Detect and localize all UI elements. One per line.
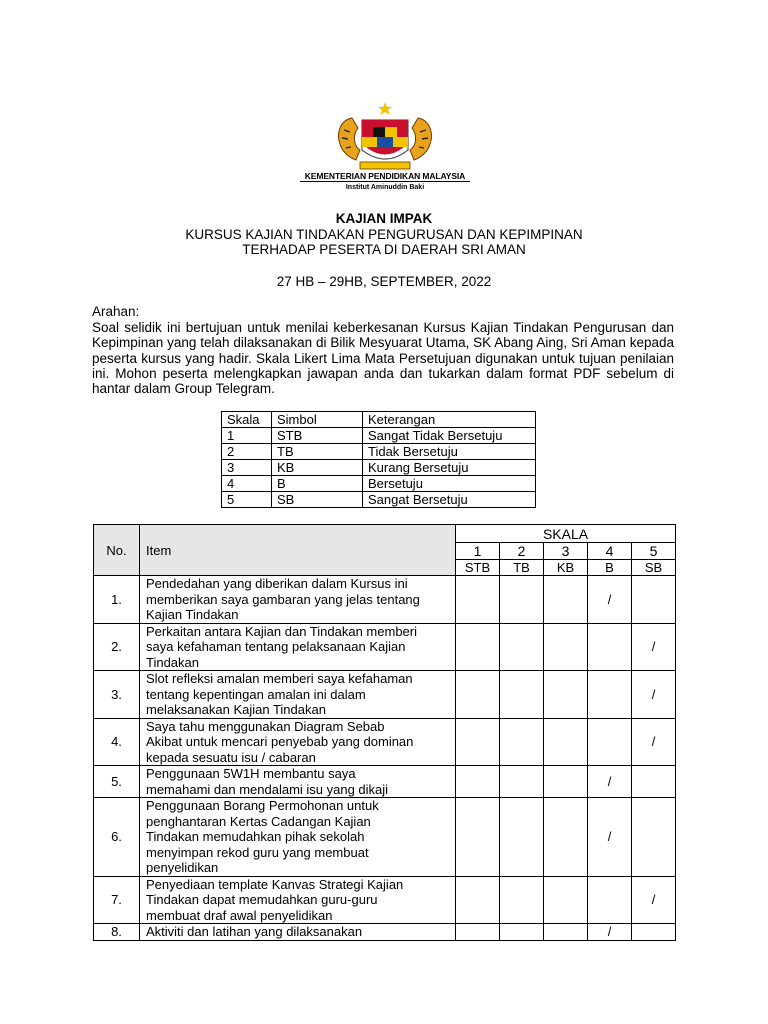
rating-cell-2[interactable]	[500, 924, 544, 941]
legend-description: Bersetuju	[363, 476, 536, 492]
rating-cell-1[interactable]	[456, 924, 500, 941]
survey-item-line: tentang kepentingan amalan ini dalam	[146, 686, 366, 702]
survey-table	[93, 524, 676, 941]
rating-mark: /	[651, 686, 656, 702]
instructions-text: Soal selidik ini bertujuan untuk menilai keberkesanan Kursus Kajian Tindakan Pengurusan dan Kepimpinan yang telah dilaksanakan di Bilik Mesyuarat Utama, SK Abang Aing, Sri Aman kepada peserta kursus yang hadir. Skala Likert Lima Mata Persetujuan digunakan untuk tujuan penilaian ini. Mohon peserta melengkapkan jawapan anda dan tukarkan dalam format PDF sebelum di hantar dalam Group Telegram.	[92, 320, 674, 397]
scale-symbol: STB	[456, 560, 500, 576]
survey-item-line: Tindakan dapat memudahkan guru-guru	[146, 892, 378, 907]
document-subtitle-line-2: TERHADAP PESERTA DI DAERAH SRI AMAN	[242, 242, 526, 257]
ministry-divider	[300, 181, 470, 182]
survey-row	[94, 671, 676, 719]
survey-item-line: menyimpan rekod guru yang membuat	[146, 844, 369, 860]
legend-symbol: SB	[272, 492, 363, 508]
survey-item-text	[140, 876, 456, 924]
legend-description: Sangat Bersetuju	[363, 492, 536, 508]
survey-item-text	[140, 924, 456, 941]
header-no: No.	[94, 525, 140, 576]
survey-row	[94, 718, 676, 766]
rating-cell-4[interactable]	[588, 876, 632, 924]
legend-header-row	[222, 412, 536, 428]
document-heading	[0, 211, 768, 258]
institute-name: Institut Aminuddin Baki	[345, 184, 425, 191]
rating-cell-4[interactable]	[588, 576, 632, 624]
rating-cell-1[interactable]	[456, 623, 500, 671]
rating-cell-1[interactable]	[456, 576, 500, 624]
rating-cell-4[interactable]	[588, 623, 632, 671]
scale-symbol: TB	[500, 560, 544, 576]
survey-item-text	[140, 766, 456, 798]
survey-row	[94, 576, 676, 624]
course-date: 27 HB – 29HB, SEPTEMBER, 2022	[276, 274, 492, 289]
survey-row-number: 7.	[94, 876, 140, 924]
survey-row-number: 5.	[94, 766, 140, 798]
legend-description: Kurang Bersetuju	[363, 460, 536, 476]
rating-cell-5[interactable]	[632, 576, 676, 624]
rating-cell-2[interactable]	[500, 876, 544, 924]
rating-cell-2[interactable]	[500, 623, 544, 671]
survey-row-number: 3.	[94, 671, 140, 719]
rating-cell-5[interactable]	[632, 671, 676, 719]
rating-cell-5[interactable]	[632, 924, 676, 941]
legend-row	[222, 476, 536, 492]
survey-item-text	[140, 718, 456, 766]
scale-symbol: B	[588, 560, 632, 576]
legend-row	[222, 460, 536, 476]
rating-cell-5[interactable]	[632, 623, 676, 671]
survey-item-line: Tindakan memudahkan pihak sekolah	[146, 829, 365, 844]
scale-number: 1	[456, 543, 500, 560]
survey-item-line: memahami dan mendalami isu yang dikaji	[146, 781, 389, 797]
rating-cell-1[interactable]	[456, 876, 500, 924]
rating-cell-2[interactable]	[500, 671, 544, 719]
survey-item-line: Kajian Tindakan	[146, 607, 239, 622]
survey-item-line: penyelidikan	[146, 860, 219, 875]
rating-cell-4[interactable]	[588, 924, 632, 941]
survey-item-line: saya kefahaman tentang pelaksanaan Kajian	[146, 639, 406, 654]
rating-cell-3[interactable]	[544, 576, 588, 624]
survey-item-line: Tindakan	[146, 654, 199, 670]
survey-row-number: 4.	[94, 718, 140, 766]
survey-item-line: Penyediaan template Kanvas Strategi Kajian	[146, 876, 404, 892]
scale-symbol: KB	[544, 560, 588, 576]
rating-cell-5[interactable]	[632, 798, 676, 877]
survey-row	[94, 876, 676, 924]
rating-cell-4[interactable]	[588, 671, 632, 719]
survey-item-text	[140, 798, 456, 877]
rating-mark: /	[607, 829, 612, 845]
rating-mark: /	[651, 892, 656, 908]
scale-number: 4	[588, 543, 632, 560]
document-title: KAJIAN IMPAK	[335, 211, 433, 226]
rating-mark: /	[607, 774, 612, 789]
survey-item-line: Slot refleksi amalan memberi saya kefahaman	[146, 671, 413, 686]
legend-description: Sangat Tidak Bersetuju	[363, 428, 536, 444]
legend-scale: 1	[222, 428, 272, 444]
rating-mark: /	[651, 639, 656, 655]
rating-mark: /	[607, 924, 612, 940]
survey-item-line: Penggunaan 5W1H membantu saya	[146, 766, 356, 781]
instructions-label: Arahan:	[92, 304, 140, 319]
survey-row	[94, 766, 676, 798]
legend-symbol: TB	[272, 444, 363, 460]
legend-symbol: B	[272, 476, 363, 492]
survey-row-number: 2.	[94, 623, 140, 671]
header-scale: SKALA	[456, 525, 676, 543]
rating-cell-3[interactable]	[544, 718, 588, 766]
scale-number: 3	[544, 543, 588, 560]
survey-item-text	[140, 671, 456, 719]
survey-item-line: membuat draf awal penyelidikan	[146, 907, 333, 923]
survey-item-line: Penggunaan Borang Permohonan untuk	[146, 798, 379, 813]
survey-item-text	[140, 623, 456, 671]
rating-cell-2[interactable]	[500, 576, 544, 624]
ministry-name: KEMENTERIAN PENDIDIKAN MALAYSIA	[304, 171, 466, 181]
survey-item-line: memberikan saya gambaran yang jelas tentang	[146, 591, 420, 607]
rating-cell-2[interactable]	[500, 766, 544, 798]
rating-cell-5[interactable]	[632, 766, 676, 798]
legend-scale: 2	[222, 444, 272, 460]
rating-cell-3[interactable]	[544, 766, 588, 798]
document-subtitle-line-1: KURSUS KAJIAN TINDAKAN PENGURUSAN DAN KEPIMPINAN	[185, 226, 583, 242]
rating-cell-1[interactable]	[456, 766, 500, 798]
rating-cell-1[interactable]	[456, 798, 500, 877]
survey-row-number: 8.	[94, 924, 140, 941]
survey-item-line: Saya tahu menggunakan Diagram Sebab	[146, 718, 385, 734]
rating-cell-1[interactable]	[456, 671, 500, 719]
rating-cell-2[interactable]	[500, 798, 544, 877]
legend-symbol: KB	[272, 460, 363, 476]
survey-item-line: kepada sesuatu isu / cabaran	[146, 749, 316, 765]
rating-mark: /	[607, 591, 612, 607]
survey-body	[94, 576, 676, 941]
survey-item-text	[140, 576, 456, 624]
rating-cell-3[interactable]	[544, 623, 588, 671]
rating-cell-1[interactable]	[456, 718, 500, 766]
survey-item-line: Pendedahan yang diberikan dalam Kursus ini	[146, 576, 408, 591]
scale-symbol: SB	[632, 560, 676, 576]
legend-scale: 4	[222, 476, 272, 492]
survey-row-number: 6.	[94, 798, 140, 877]
legend-header-description: Keterangan	[363, 412, 536, 428]
rating-cell-2[interactable]	[500, 718, 544, 766]
scale-legend-table	[221, 411, 536, 508]
survey-row	[94, 623, 676, 671]
legend-description: Tidak Bersetuju	[363, 444, 536, 460]
survey-row	[94, 924, 676, 941]
header-item: Item	[140, 525, 456, 576]
survey-row	[94, 798, 676, 877]
legend-symbol: STB	[272, 428, 363, 444]
rating-cell-3[interactable]	[544, 876, 588, 924]
rating-cell-4[interactable]	[588, 766, 632, 798]
scale-number: 2	[500, 543, 544, 560]
legend-row	[222, 444, 536, 460]
rating-cell-5[interactable]	[632, 876, 676, 924]
survey-item-line: penghantaran Kertas Cadangan Kajian	[146, 813, 371, 829]
survey-item-line: Akibat untuk mencari penyebab yang dominan	[146, 734, 414, 749]
rating-cell-4[interactable]	[588, 718, 632, 766]
rating-cell-3[interactable]	[544, 671, 588, 719]
legend-scale: 3	[222, 460, 272, 476]
survey-item-line: melaksanakan Kajian Tindakan	[146, 702, 326, 717]
rating-cell-4[interactable]	[588, 798, 632, 877]
legend-scale: 5	[222, 492, 272, 508]
legend-row	[222, 428, 536, 444]
rating-mark: /	[651, 734, 656, 750]
rating-cell-3[interactable]	[544, 798, 588, 877]
legend-header-scale: Skala	[222, 412, 272, 428]
legend-row	[222, 492, 536, 508]
rating-cell-5[interactable]	[632, 718, 676, 766]
survey-header-row	[94, 525, 676, 543]
survey-row-number: 1.	[94, 576, 140, 624]
scale-number: 5	[632, 543, 676, 560]
rating-cell-3[interactable]	[544, 924, 588, 941]
survey-item-line: Aktiviti dan latihan yang dilaksanakan	[146, 924, 363, 939]
legend-header-symbol: Simbol	[272, 412, 363, 428]
survey-item-line: Perkaitan antara Kajian dan Tindakan memberi	[146, 623, 417, 639]
